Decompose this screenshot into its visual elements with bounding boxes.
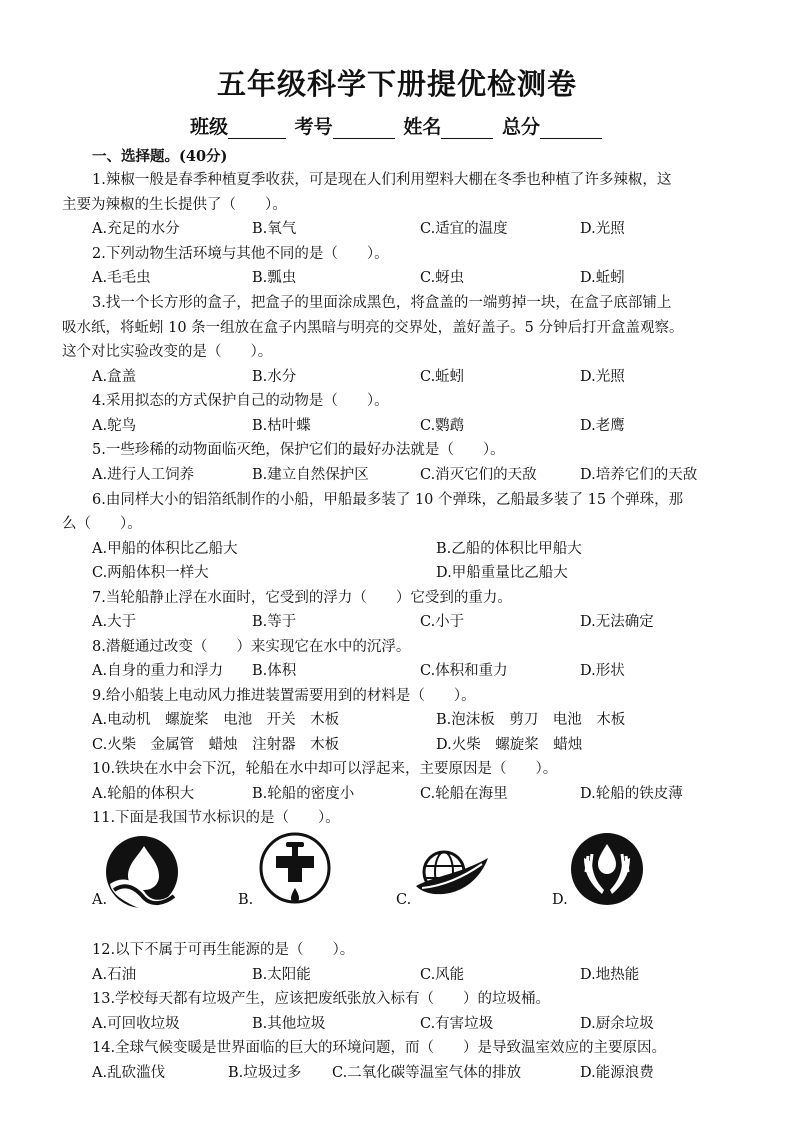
option-b[interactable]: B.体积: [252, 663, 297, 679]
exam-no-label: 考号: [294, 116, 333, 138]
option-c[interactable]: C.二氧化碳等温室气体的排放: [332, 1065, 522, 1081]
score-label: 总分: [501, 116, 540, 138]
globe-leaf-icon[interactable]: [414, 846, 490, 902]
option-b[interactable]: B.氧气: [252, 221, 297, 237]
option-c[interactable]: C.鹦鹉: [420, 418, 465, 434]
option-c[interactable]: C.风能: [420, 967, 465, 983]
option-d[interactable]: D.甲船重量比乙船大: [436, 565, 568, 581]
option-b[interactable]: B.太阳能: [252, 967, 311, 983]
option-a[interactable]: A.进行人工饲养: [92, 467, 195, 483]
option-d[interactable]: D.厨余垃圾: [580, 1016, 654, 1032]
option-b[interactable]: B.其他垃圾: [252, 1016, 326, 1032]
option-a[interactable]: A.甲船的体积比乙船大: [92, 541, 238, 557]
question-text: 2.下列动物生活环境与其他不同的是（ ）。: [92, 246, 389, 262]
option-c-label: C.: [396, 892, 412, 908]
question-text: 13.学校每天都有垃圾产生，应该把废纸张放入标有（ ）的垃圾桶。: [92, 991, 551, 1007]
hands-drop-icon[interactable]: [570, 832, 644, 906]
option-a[interactable]: A.电动机 螺旋桨 电池 开关 木板: [92, 712, 340, 728]
option-d-label: D.: [552, 892, 568, 908]
option-a[interactable]: A.乱砍滥伐: [92, 1065, 166, 1081]
option-c[interactable]: C.蚯蚓: [420, 369, 465, 385]
option-d[interactable]: D.老鹰: [580, 418, 625, 434]
question-text: 1.辣椒一般是春季种植夏季收获，可是现在人们利用塑料大棚在冬季也种植了许多辣椒，这: [92, 172, 672, 188]
option-b[interactable]: B.垃圾过多: [228, 1065, 302, 1081]
option-c[interactable]: C.有害垃圾: [420, 1016, 494, 1032]
question-text: 么（ ）。: [62, 516, 142, 532]
option-a[interactable]: A.轮船的体积大: [92, 786, 195, 802]
option-d[interactable]: D.无法确定: [580, 614, 654, 630]
option-d[interactable]: D.光照: [580, 221, 625, 237]
question-text: 12.以下不属于可再生能源的是（ ）。: [92, 942, 355, 958]
option-a[interactable]: A.鸵鸟: [92, 418, 137, 434]
option-b[interactable]: B.等于: [252, 614, 297, 630]
question-text: 吸水纸，将蚯蚓 10 条一组放在盒子内黑暗与明亮的交界处，盖好盖子。5 分钟后打开盒盖观察。: [62, 320, 684, 336]
water-drop-icon[interactable]: [104, 834, 180, 910]
question-text: 8.潜艇通过改变（ ）来实现它在水中的沉浮。: [92, 639, 411, 655]
option-b-label: B.: [238, 892, 254, 908]
option-c[interactable]: C.火柴 金属管 蜡烛 注射器 木板: [92, 737, 340, 753]
option-b[interactable]: B.乙船的体积比甲船大: [436, 541, 582, 557]
option-b[interactable]: B.泡沫板 剪刀 电池 木板: [436, 712, 626, 728]
option-a-label: A.: [92, 892, 108, 908]
question-text: 7.当轮船静止浮在水面时，它受到的浮力（ ）它受到的重力。: [92, 590, 512, 606]
faucet-icon[interactable]: [258, 832, 332, 908]
option-c[interactable]: C.轮船在海里: [420, 786, 508, 802]
question-text: 9.给小船装上电动风力推进装置需要用到的材料是（ ）。: [92, 688, 476, 704]
option-c[interactable]: C.两船体积一样大: [92, 565, 209, 581]
option-b[interactable]: B.建立自然保护区: [252, 467, 369, 483]
question-text: 14.全球气候变暖是世界面临的巨大的环境问题，而（ ）是导致温室效应的主要原因。: [92, 1040, 667, 1056]
option-d[interactable]: D.光照: [580, 369, 625, 385]
option-d[interactable]: D.地热能: [580, 967, 640, 983]
option-d[interactable]: D.形状: [580, 663, 625, 679]
option-a[interactable]: A.大于: [92, 614, 137, 630]
section-heading: 一、选择题。(40分): [92, 148, 228, 165]
option-c[interactable]: C.体积和重力: [420, 663, 508, 679]
option-c[interactable]: C.适宜的温度: [420, 221, 508, 237]
question-text: 这个对比实验改变的是（ ）。: [62, 344, 273, 360]
option-b[interactable]: B.水分: [252, 369, 297, 385]
question-text: 6.由同样大小的铝箔纸制作的小船，甲船最多装了 10 个弹珠，乙船最多装了 15 个弹珠，那: [92, 492, 684, 508]
water-logo-options: [0, 828, 794, 918]
question-text: 3.找一个长方形的盒子，把盒子的里面涂成黑色，将盒盖的一端剪掉一块，在盒子底部铺上: [92, 295, 672, 311]
option-a[interactable]: A.自身的重力和浮力: [92, 663, 224, 679]
option-b[interactable]: B.瓢虫: [252, 270, 297, 286]
option-d[interactable]: D.培养它们的天敌: [580, 467, 698, 483]
option-b[interactable]: B.枯叶蝶: [252, 418, 311, 434]
question-text: 主要为辣椒的生长提供了（ ）。: [62, 197, 287, 213]
option-b[interactable]: B.轮船的密度小: [252, 786, 355, 802]
option-a[interactable]: A.石油: [92, 967, 137, 983]
option-d[interactable]: D.火柴 螺旋桨 蜡烛: [436, 737, 583, 753]
question-text: 11.下面是我国节水标识的是（ ）。: [92, 810, 340, 826]
option-a[interactable]: A.毛毛虫: [92, 270, 151, 286]
option-a[interactable]: A.可回收垃圾: [92, 1016, 180, 1032]
question-text: 5.一些珍稀的动物面临灭绝，保护它们的最好办法就是（ ）。: [92, 442, 505, 458]
option-c[interactable]: C.小于: [420, 614, 465, 630]
class-label: 班级: [190, 116, 229, 138]
option-d[interactable]: D.轮船的铁皮薄: [580, 786, 683, 802]
option-c[interactable]: C.消灭它们的天敌: [420, 467, 537, 483]
option-a[interactable]: A.盒盖: [92, 369, 137, 385]
option-a[interactable]: A.充足的水分: [92, 221, 180, 237]
question-text: 4.采用拟态的方式保护自己的动物是（ ）。: [92, 393, 389, 409]
page-title: 五年级科学下册提优检测卷: [216, 67, 577, 101]
name-label: 姓名: [403, 116, 442, 138]
question-text: 10.铁块在水中会下沉，轮船在水中却可以浮起来，主要原因是（ ）。: [92, 761, 558, 777]
option-d[interactable]: D.能源浪费: [580, 1065, 654, 1081]
option-d[interactable]: D.蚯蚓: [580, 270, 625, 286]
option-c[interactable]: C.蚜虫: [420, 270, 465, 286]
